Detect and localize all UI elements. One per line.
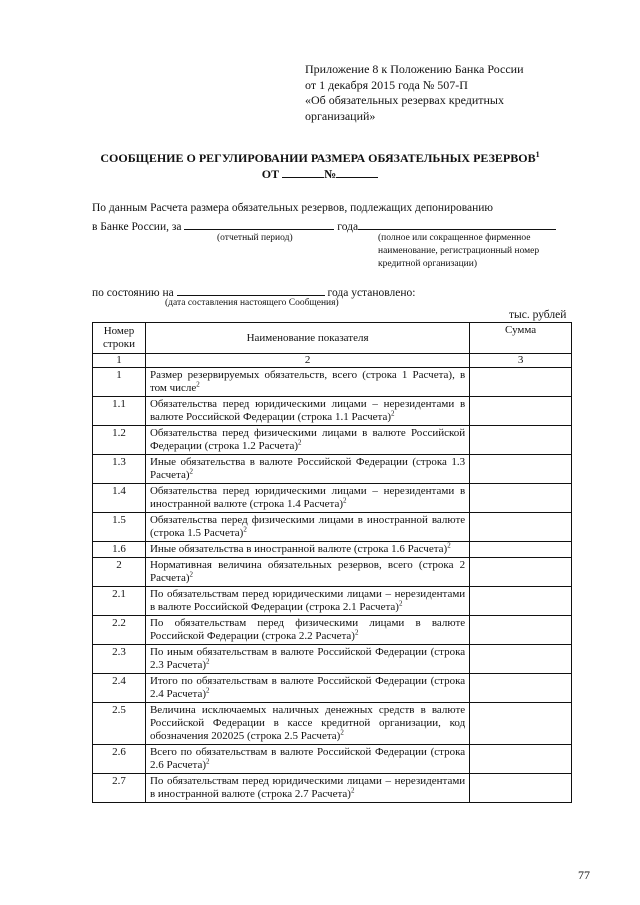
row-footnote: 2 xyxy=(206,757,210,766)
table-index-row xyxy=(93,354,572,368)
row-amount xyxy=(470,616,572,645)
state-suffix: года установлено: xyxy=(327,287,416,299)
index-cell: 1 xyxy=(93,354,146,368)
row-amount xyxy=(470,542,572,558)
date-blank xyxy=(282,166,324,178)
row-number: 1.2 xyxy=(93,426,146,455)
table-row xyxy=(93,368,572,397)
row-amount xyxy=(470,426,572,455)
row-description xyxy=(145,426,469,455)
row-description xyxy=(145,368,469,397)
row-description-text: Обязательства перед юридическими лицами – нерезидентами в иностранной валюте (строка 1.4 Расчета) xyxy=(149,485,466,510)
row-number: 1.1 xyxy=(93,397,146,426)
row-amount xyxy=(470,558,572,587)
row-footnote: 2 xyxy=(196,380,200,389)
row-description-text: Нормативная величина обязательных резервов, всего (строка 2 Расчета) xyxy=(149,559,466,584)
table-row xyxy=(93,774,572,803)
table-row xyxy=(93,616,572,645)
page-number: 77 xyxy=(578,868,590,882)
period-hint: (отчетный период) xyxy=(217,233,293,243)
row-description xyxy=(145,513,469,542)
units-label: тыс. рублей xyxy=(509,309,567,321)
row-description xyxy=(145,774,469,803)
row-footnote: 2 xyxy=(343,496,347,505)
number-blank xyxy=(336,166,378,178)
row-number: 1 xyxy=(93,368,146,397)
row-amount xyxy=(470,513,572,542)
title-footnote: 1 xyxy=(535,150,540,159)
header-line: от 1 декабря 2015 года № 507-П xyxy=(305,77,468,92)
state-date-blank xyxy=(177,284,325,296)
state-hint: (дата составления настоящего Сообщения) xyxy=(165,298,339,308)
index-cell: 3 xyxy=(470,354,572,368)
row-number: 2.4 xyxy=(93,674,146,703)
row-footnote: 2 xyxy=(398,599,403,608)
row-number: 2 xyxy=(93,558,146,587)
document-header xyxy=(305,62,605,124)
intro-line-1: По данным Расчета размера обязательных резервов, подлежащих депонированию xyxy=(92,202,493,214)
row-amount xyxy=(470,645,572,674)
row-description xyxy=(145,616,469,645)
row-amount xyxy=(470,484,572,513)
row-description-text: Обязательства перед физическими лицами в валюте Российской Федерации (строка 1.2 Расчета) xyxy=(149,427,466,452)
row-description-text: По обязательствам перед юридическими лицами – нерезидентами в иностранной валюте (строка 2.7 Расчета) xyxy=(149,775,466,800)
row-description-text: Величина исключаемых наличных денежных средств в валюте Российской Федерации в кассе кредитной организации, код обозначения 202025 (строка 2.5 Расчета) xyxy=(149,704,466,742)
row-footnote: 2 xyxy=(447,541,451,550)
row-amount xyxy=(470,745,572,774)
table-row xyxy=(93,484,572,513)
number-label: № xyxy=(324,167,337,181)
row-number: 1.5 xyxy=(93,513,146,542)
intro-prefix: в Банке России, за xyxy=(92,221,182,233)
table-row xyxy=(93,426,572,455)
row-description xyxy=(145,455,469,484)
table-row xyxy=(93,587,572,616)
row-footnote: 2 xyxy=(354,628,359,637)
reserves-table xyxy=(92,322,572,803)
document-title xyxy=(0,150,640,182)
row-description xyxy=(145,703,469,745)
row-description xyxy=(145,542,469,558)
header-line: организаций» xyxy=(305,108,376,123)
row-footnote: 2 xyxy=(189,467,194,476)
row-number: 1.4 xyxy=(93,484,146,513)
row-description-text: Всего по обязательствам в валюте Российской Федерации (строка 2.6 Расчета) xyxy=(149,746,466,771)
table-row xyxy=(93,513,572,542)
row-footnote: 2 xyxy=(350,786,355,795)
period-blank xyxy=(184,218,334,230)
row-amount xyxy=(470,368,572,397)
row-footnote: 2 xyxy=(189,570,194,579)
row-description xyxy=(145,587,469,616)
row-description-text: По обязательствам перед юридическими лицами – нерезидентами в валюте Российской Федерации (строка 2.1 Расчета) xyxy=(149,588,466,613)
from-label: ОТ xyxy=(261,167,280,181)
table-row xyxy=(93,703,572,745)
table-row xyxy=(93,745,572,774)
row-description-text: Иные обязательства в иностранной валюте (строка 1.6 Расчета) xyxy=(149,543,448,555)
row-description-text: Размер резервируемых обязательств, всего (строка 1 Расчета), в том числе xyxy=(149,369,466,394)
header-line: Приложение 8 к Положению Банка России xyxy=(305,62,524,76)
row-description xyxy=(145,745,469,774)
row-amount xyxy=(470,587,572,616)
row-number: 1.6 xyxy=(93,542,146,558)
row-description-text: По обязательствам перед физическими лицами в валюте Российской Федерации (строка 2.2 Расчета) xyxy=(149,617,466,642)
row-number: 2.5 xyxy=(93,703,146,745)
row-amount xyxy=(470,774,572,803)
row-footnote: 2 xyxy=(298,438,302,447)
row-description xyxy=(145,645,469,674)
org-hint-line: кредитной организации) xyxy=(378,259,477,269)
table-row xyxy=(93,558,572,587)
table-row xyxy=(93,455,572,484)
table-row xyxy=(93,397,572,426)
header-amount: Сумма xyxy=(470,323,572,354)
row-description-text: По иным обязательствам в валюте Российской Федерации (строка 2.3 Расчета) xyxy=(149,646,466,671)
row-description xyxy=(145,397,469,426)
row-number: 2.3 xyxy=(93,645,146,674)
org-hint-line: (полное или сокращенное фирменное xyxy=(378,233,531,243)
row-number: 2.2 xyxy=(93,616,146,645)
index-cell: 2 xyxy=(145,354,469,368)
row-amount xyxy=(470,674,572,703)
intro-line-2 xyxy=(92,218,556,233)
header-row-number: Номер строки xyxy=(93,323,146,354)
row-number: 2.6 xyxy=(93,745,146,774)
org-blank xyxy=(358,218,556,230)
row-footnote: 2 xyxy=(243,525,247,534)
row-description-text: Иные обязательства в валюте Российской Федерации (строка 1.3 Расчета) xyxy=(149,456,466,481)
org-hint-line: наименование, регистрационный номер xyxy=(378,246,540,256)
row-description-text: Обязательства перед физическими лицами в иностранной валюте (строка 1.5 Расчета) xyxy=(149,514,466,539)
table-row xyxy=(93,645,572,674)
title-text: СООБЩЕНИЕ О РЕГУЛИРОВАНИИ РАЗМЕРА ОБЯЗАТЕЛЬНЫХ РЕЗЕРВОВ xyxy=(100,151,536,165)
row-number: 1.3 xyxy=(93,455,146,484)
row-number: 2.7 xyxy=(93,774,146,803)
table-row xyxy=(93,542,572,558)
header-indicator-name: Наименование показателя xyxy=(145,323,469,354)
header-line: «Об обязательных резервах кредитных xyxy=(305,93,504,107)
row-description-text: Итого по обязательствам в валюте Российской Федерации (строка 2.4 Расчета) xyxy=(149,675,466,700)
row-footnote: 2 xyxy=(391,409,395,418)
row-amount xyxy=(470,703,572,745)
row-amount xyxy=(470,455,572,484)
row-footnote: 2 xyxy=(206,686,210,695)
state-prefix: по состоянию на xyxy=(92,287,174,299)
org-hint xyxy=(378,232,539,271)
row-description xyxy=(145,674,469,703)
table-body xyxy=(93,368,572,803)
row-description xyxy=(145,558,469,587)
table-header-row xyxy=(93,323,572,354)
year-word: года xyxy=(337,221,359,233)
row-number: 2.1 xyxy=(93,587,146,616)
row-footnote: 2 xyxy=(206,657,210,666)
row-description-text: Обязательства перед юридическими лицами – нерезидентами в валюте Российской Федерации (строка 1.1 Расчета) xyxy=(149,398,466,423)
row-footnote: 2 xyxy=(340,728,344,737)
row-description xyxy=(145,484,469,513)
table-row xyxy=(93,674,572,703)
row-amount xyxy=(470,397,572,426)
